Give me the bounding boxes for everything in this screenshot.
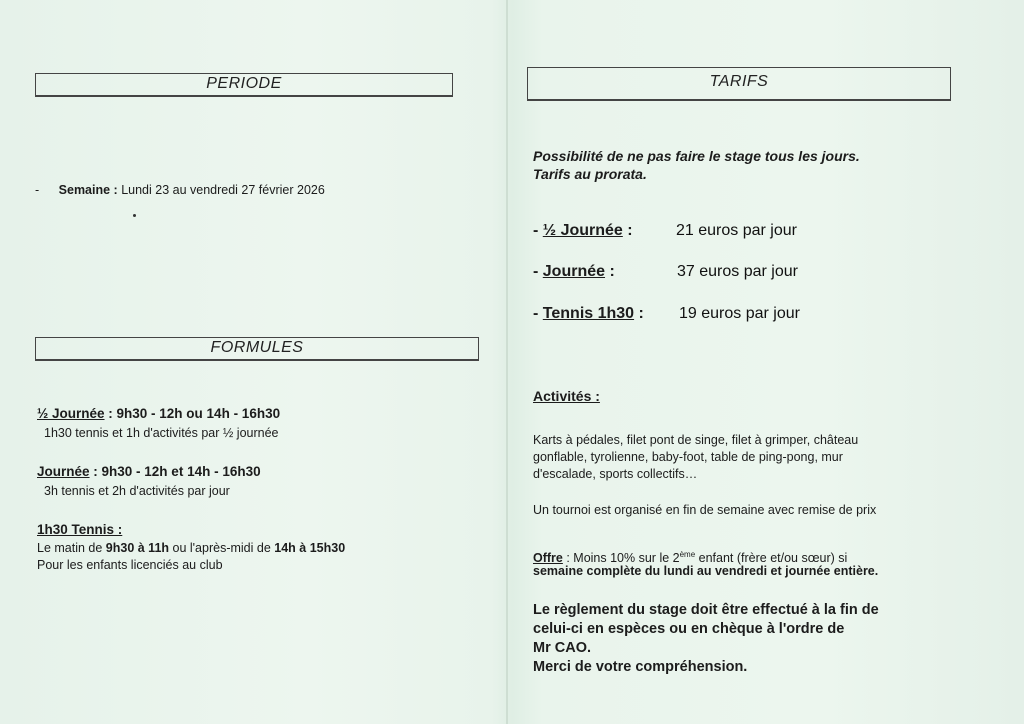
formules-title: FORMULES [210, 339, 304, 356]
price-value-tennis: 19 euros par jour [679, 305, 800, 322]
formule-journee-title [37, 463, 261, 480]
periode-title: PERIODE [206, 75, 282, 92]
tennis-desc-d: 14h à 15h30 [274, 541, 346, 555]
periode-header [35, 73, 453, 97]
offre-sup: ème [679, 550, 696, 559]
formule-demi-journee-title [37, 405, 280, 422]
offre-text-a: : Moins 10% sur le 2 [562, 551, 680, 566]
tennis-desc-c: ou l'après-midi de [169, 541, 275, 555]
activites-line-3: d'escalade, sports collectifs… [533, 467, 698, 481]
formule-tennis-desc [37, 540, 345, 557]
reglement-line-3: Mr CAO. [533, 640, 591, 656]
activites-line-2: gonflable, tyrolienne, baby-foot, table de ping-pong, mur [533, 450, 843, 464]
formule-journee-desc: 3h tennis et 2h d'activités par jour [44, 484, 230, 498]
reglement-line-1: Le règlement du stage doit être effectué à la fin de [533, 602, 879, 618]
formule-demi-journee-label: ½ Journée [37, 406, 105, 421]
price-dash: - [533, 222, 543, 239]
price-dash: - [533, 263, 543, 280]
intro-line-2: Tarifs au prorata. [533, 166, 647, 182]
tennis-desc-b: 9h30 à 11h [105, 541, 170, 555]
price-value-journee: 37 euros par jour [677, 263, 798, 280]
activites-line-1: Karts à pédales, filet pont de singe, filet à grimper, château [533, 433, 859, 447]
price-colon: : [634, 305, 644, 322]
price-colon: : [605, 263, 615, 280]
tennis-desc-a: Le matin de [37, 541, 106, 555]
price-colon: : [622, 222, 633, 239]
price-row-journee [533, 263, 615, 281]
price-value-demi-journee: 21 euros par jour [676, 222, 797, 239]
formules-header [35, 337, 479, 361]
formule-journee-times: : 9h30 - 12h et 14h - 16h30 [89, 464, 261, 479]
tournoi-text: Un tournoi est organisé en fin de semaine avec remise de prix [533, 503, 877, 517]
tarifs-title: TARIFS [709, 73, 769, 90]
price-label: ½ Journée [542, 222, 623, 239]
price-row-tennis [533, 305, 644, 323]
semaine-label: Semaine : [58, 183, 118, 197]
formule-demi-journee-times: : 9h30 - 12h ou 14h - 16h30 [104, 406, 281, 421]
formule-tennis-title: 1h30 Tennis : [37, 522, 123, 537]
semaine-value: Lundi 23 au vendredi 27 février 2026 [117, 183, 325, 197]
stray-dot [133, 214, 136, 217]
offre-text-b: enfant (frère et/ou sœur) si [695, 551, 848, 566]
offre-label: Offre [533, 551, 563, 566]
formule-demi-journee-desc: 1h30 tennis et 1h d'activités par ½ journée [44, 426, 279, 440]
reglement-line-4: Merci de votre compréhension. [533, 659, 748, 675]
price-label: Tennis 1h30 [542, 305, 635, 322]
formule-tennis-desc2: Pour les enfants licenciés au club [37, 558, 223, 572]
semaine-dash: - [35, 183, 40, 197]
price-label: Journée [542, 263, 606, 280]
price-row-demi-journee [533, 222, 633, 240]
tarifs-header [527, 67, 951, 101]
semaine-line [35, 182, 325, 199]
fold-line [506, 0, 508, 724]
intro-line-1: Possibilité de ne pas faire le stage tous les jours. [533, 148, 860, 164]
offre-line-2: semaine complète du lundi au vendredi et journée entière. [533, 564, 879, 578]
reglement-line-2: celui-ci en espèces ou en chèque à l'ordre de [533, 621, 845, 637]
activites-title: Activités : [533, 388, 600, 404]
formule-journee-label: Journée [37, 464, 90, 479]
price-dash: - [533, 305, 543, 322]
